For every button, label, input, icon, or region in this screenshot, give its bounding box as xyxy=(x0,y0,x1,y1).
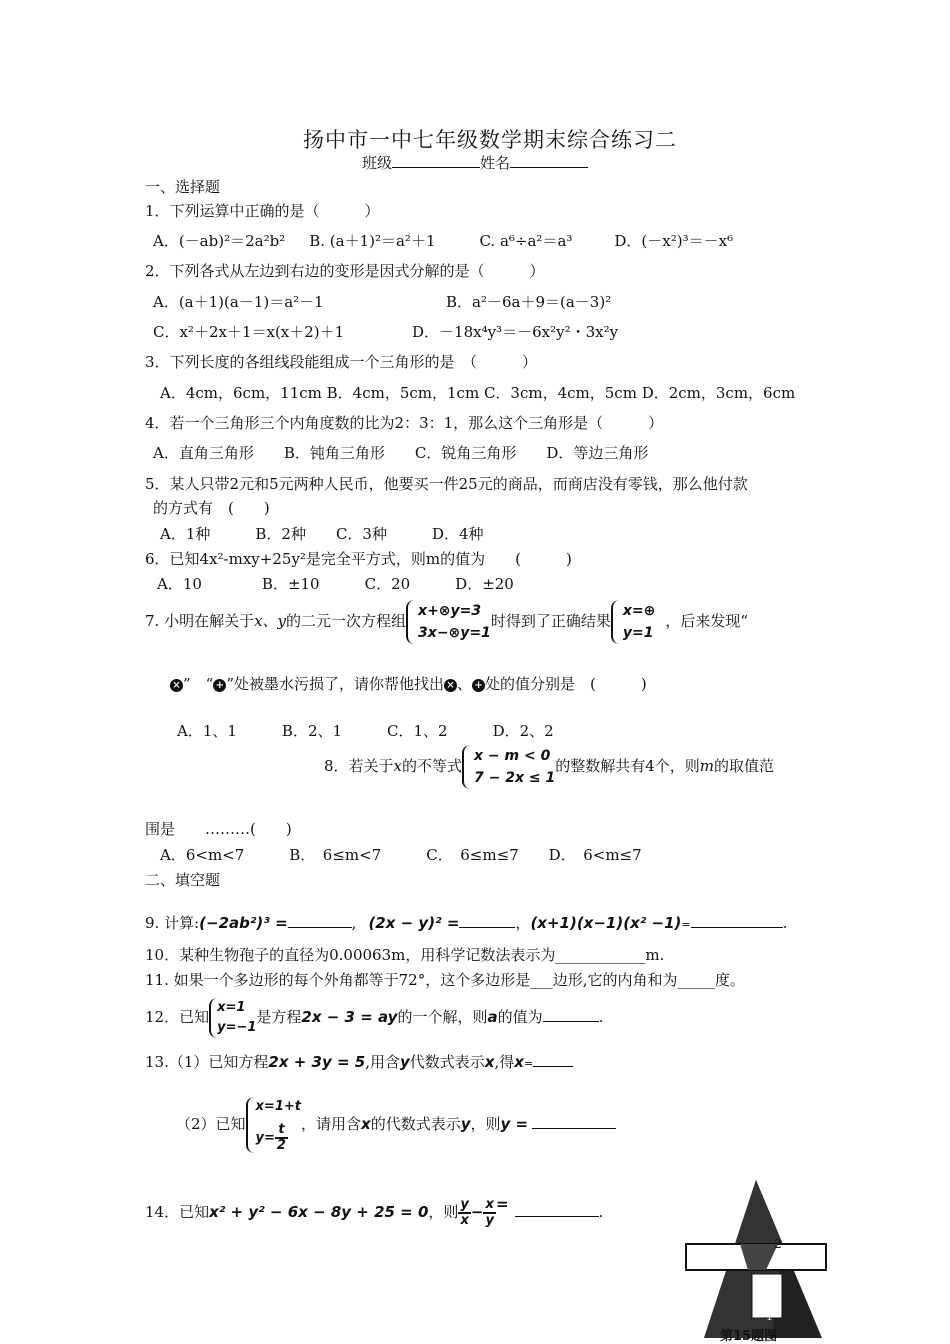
q7-equation-2: 3x−⊗y=1 xyxy=(418,625,491,641)
q7-solution-system xyxy=(611,600,656,644)
q1-option-d: D．(－x²)³＝－x⁶ xyxy=(614,232,734,250)
q13-text-mid3: ,得 xyxy=(494,1053,515,1071)
q13-p2-var-x: x xyxy=(361,1115,371,1133)
q7-options: A．1、1 B．2、1 C．1、2 D．2、2 xyxy=(177,722,554,740)
q14-fraction-1 xyxy=(458,1198,470,1228)
q2-option-a: A．(a＋1)(a－1)＝a²－1 xyxy=(153,293,324,311)
q15-figure xyxy=(682,1178,832,1344)
q13-var-x2: x xyxy=(514,1053,524,1071)
q9-equals: = xyxy=(681,918,691,931)
subtitle-line xyxy=(0,152,950,173)
q8-options: A．6<m<7 B． 6≤m<7 C． 6≤m≤7 D． 6<m≤7 xyxy=(160,846,642,864)
q8-inequality-2: 7 − 2x ≤ 1 xyxy=(474,770,556,786)
q13-x-param: x=1+t xyxy=(255,1099,301,1114)
section-fill-heading: 二、填空题 xyxy=(145,871,221,889)
q12-blank[interactable] xyxy=(543,1021,599,1022)
q7-text-post: ，后来发现“ xyxy=(665,612,749,630)
name-label: 姓名 xyxy=(480,154,511,172)
q8-var-x: x xyxy=(393,757,403,775)
q7-solution-x: x=⊕ xyxy=(622,603,656,619)
q8-line2: 围是 ………( ) xyxy=(145,820,292,838)
q13-fraction xyxy=(275,1123,288,1153)
q13-param-system xyxy=(246,1097,301,1153)
q1-option-b: B. (a＋1)²＝a²＋1 xyxy=(309,232,436,250)
angle-2-label: 2 xyxy=(774,1237,782,1251)
q13-p2-var-y: y xyxy=(460,1115,471,1133)
q7-text-pre: 7. 小明在解关于 xyxy=(145,612,255,630)
q14-end: . xyxy=(598,1203,604,1221)
q7-equation-system xyxy=(406,600,491,644)
q9-end: . xyxy=(782,914,788,932)
q12-y-value: y=−1 xyxy=(217,1020,257,1035)
q12-line xyxy=(145,994,603,1040)
q9-expr-3: (x+1)(x−1)(x² −1) xyxy=(530,914,682,932)
q2-stem: 2．下列各式从左边到右边的变形是因式分解的是（ ） xyxy=(145,262,545,280)
q12-text-mid1: 是方程 xyxy=(256,1008,302,1026)
q7-line1 xyxy=(145,598,748,644)
q1-option-a: A．(－ab)²＝2a²b² xyxy=(153,232,286,250)
q5-options: A．1种 B．2种 C．3种 D．4种 xyxy=(160,525,484,543)
q9-text-pre: 9. 计算: xyxy=(145,914,200,932)
q11-line: 11. 如果一个多边形的每个外角都等于72°，这个多边形是___边形,它的内角和为_____度。 xyxy=(145,971,745,989)
q14-equation: x² + y² − 6x − 8y + 25 = 0 xyxy=(209,1203,429,1221)
q7-solution-y: y=1 xyxy=(622,625,654,641)
q1-option-c: C. a⁶÷a²＝a³ xyxy=(479,232,573,250)
q13-text-mid2: 代数式表示 xyxy=(409,1053,485,1071)
ink-blot-times-icon: × xyxy=(444,679,457,692)
q7-equation-1: x+⊗y=3 xyxy=(418,603,482,619)
q8-text-pre: 8．若关于 xyxy=(324,757,394,775)
ink-blot-plus-icon: + xyxy=(472,679,485,692)
q8-text-post1: 的整数解共有4个，则 xyxy=(555,757,700,775)
q13-p2-text2: 的代数式表示 xyxy=(370,1115,461,1133)
q13-part2-label: （2）已知 xyxy=(176,1115,246,1133)
q8-text-post2: 的取值范 xyxy=(714,757,775,775)
q14-text-pre: 14．已知 xyxy=(145,1203,210,1221)
q3-stem: 3．下列长度的各组线段能组成一个三角形的是 （ ） xyxy=(145,353,538,371)
class-label: 班级 xyxy=(361,154,392,172)
q13-frac-num: t xyxy=(275,1123,288,1139)
page-title: 扬中市一中七年级数学期末综合练习二 xyxy=(303,128,677,152)
q13-part1 xyxy=(145,1052,573,1074)
q8-var-m: m xyxy=(699,757,715,775)
q14-f1-num: y xyxy=(460,1197,469,1212)
q13-blank-2[interactable] xyxy=(532,1128,616,1129)
q4-stem: 4．若一个三角形三个内角度数的比为2：3：1，那么这个三角形是（ ） xyxy=(145,414,664,432)
q1-options xyxy=(153,231,733,251)
q2-option-d: D．－18x⁴y³＝－6x²y²・3x²y xyxy=(412,323,619,341)
q12-x-value: x=1 xyxy=(217,1000,246,1015)
q7-text-2b: ”处被墨水污损了，请你帮他找出 xyxy=(226,675,445,693)
q10-line: 10．某种生物孢子的直径为0.00063m，用科学记数法表示为____________m. xyxy=(145,946,665,964)
q13-equation: 2x + 3y = 5 xyxy=(268,1053,366,1071)
q7-text-2a: ” “ xyxy=(183,675,214,693)
q7-text-2d: 处的值分别是 ( ) xyxy=(485,675,647,693)
q14-minus: − xyxy=(470,1203,484,1221)
q9-line: 9. 计算:(−2ab²)³ = , (2x − y)² = ，(x+1)(x−1)(x² −1)= . xyxy=(145,914,788,932)
q13-part2 xyxy=(176,1094,616,1154)
q12-text-mid2: 的一个解，则 xyxy=(397,1008,488,1026)
q7-text-mid: 的二元一次方程组 xyxy=(286,612,407,630)
q7-vars: x、y xyxy=(254,612,287,630)
angle-1-label: 1 xyxy=(766,1310,773,1323)
q12-var-a: a xyxy=(487,1008,498,1026)
q13-frac-den: 2 xyxy=(276,1138,286,1153)
q4-options: A．直角三角形 B．钝角三角形 C．锐角三角形 D．等边三角形 xyxy=(153,444,649,462)
q12-text-post: 的值为 xyxy=(497,1008,543,1026)
ink-blot-times-icon: × xyxy=(170,679,183,692)
q8-line1 xyxy=(324,743,774,789)
name-blank[interactable] xyxy=(510,167,588,168)
q13-blank-1[interactable] xyxy=(533,1066,573,1067)
q13-text-mid1: ,用含 xyxy=(365,1053,400,1071)
figure-caption: 第15题图 xyxy=(720,1329,778,1344)
q2-option-c: C．x²＋2x＋1＝x(x＋2)＋1 xyxy=(153,323,345,341)
q9-blank-3[interactable] xyxy=(691,927,783,928)
q9-blank-2[interactable] xyxy=(459,927,515,928)
q7-line2 xyxy=(170,674,647,694)
q14-equals: = xyxy=(495,1195,509,1213)
q7-text-2c: 、 xyxy=(457,675,473,693)
q9-expr-2: (2x − y)² = xyxy=(368,914,460,932)
q13-y-param: y= xyxy=(255,1130,275,1146)
q6-stem: 6．已知4x²-mxy+25y²是完全平方式，则m的值为 ( ) xyxy=(145,550,572,568)
q13-text-pre: 13.（1）已知方程 xyxy=(145,1053,269,1071)
q13-p2-text3: ，则 xyxy=(470,1115,501,1133)
q7-text-mid3: 时得到了正确结果 xyxy=(490,612,611,630)
section-choice-heading: 一、选择题 xyxy=(145,178,221,196)
q1-stem: 1．下列运算中正确的是（ ） xyxy=(145,202,380,220)
q14-f1-den: x xyxy=(460,1213,469,1228)
q5-stem-line1: 5．某人只带2元和5元两种人民币，他要买一件25元的商品，而商店没有零钱，那么他付款 xyxy=(145,475,748,493)
q13-p2-y-eq: y = xyxy=(500,1115,529,1133)
q14-fraction-2 xyxy=(483,1198,495,1228)
q6-options: A．10 B．±10 C．20 D．±20 xyxy=(157,575,514,593)
q5-stem-line2: 的方式有 ( ) xyxy=(153,499,270,517)
q14-f2-num: x xyxy=(483,1198,495,1214)
q9-blank-1[interactable] xyxy=(288,927,352,928)
q8-inequality-system xyxy=(462,745,555,789)
q2-option-b: B．a²－6a＋9＝(a－3)² xyxy=(446,293,612,311)
q14-text-mid: ，则 xyxy=(428,1203,459,1221)
q8-text-mid: 的不等式 xyxy=(402,757,463,775)
q12-end: . xyxy=(598,1008,604,1026)
q13-var-y: y xyxy=(399,1053,410,1071)
q9-expr-1: (−2ab²)³ = xyxy=(199,914,288,932)
class-blank[interactable] xyxy=(392,167,480,168)
q14-line xyxy=(145,1176,603,1240)
q3-options: A．4cm，6cm，11cm B．4cm，5cm，1cm C．3cm，4cm，5cm D．2cm，3cm，6cm xyxy=(160,384,796,402)
ink-blot-plus-icon: + xyxy=(213,679,226,692)
q12-equation: 2x − 3 = ay xyxy=(301,1008,398,1026)
q12-text-pre: 12．已知 xyxy=(145,1008,210,1026)
q13-var-x: x xyxy=(484,1053,495,1071)
q13-equals: = xyxy=(523,1057,534,1070)
q14-blank[interactable] xyxy=(515,1216,599,1217)
q12-solution-system xyxy=(209,998,256,1038)
q13-p2-text1: ，请用含 xyxy=(300,1115,361,1133)
q14-f2-den: y xyxy=(485,1213,494,1228)
q8-inequality-1: x − m < 0 xyxy=(474,748,551,764)
